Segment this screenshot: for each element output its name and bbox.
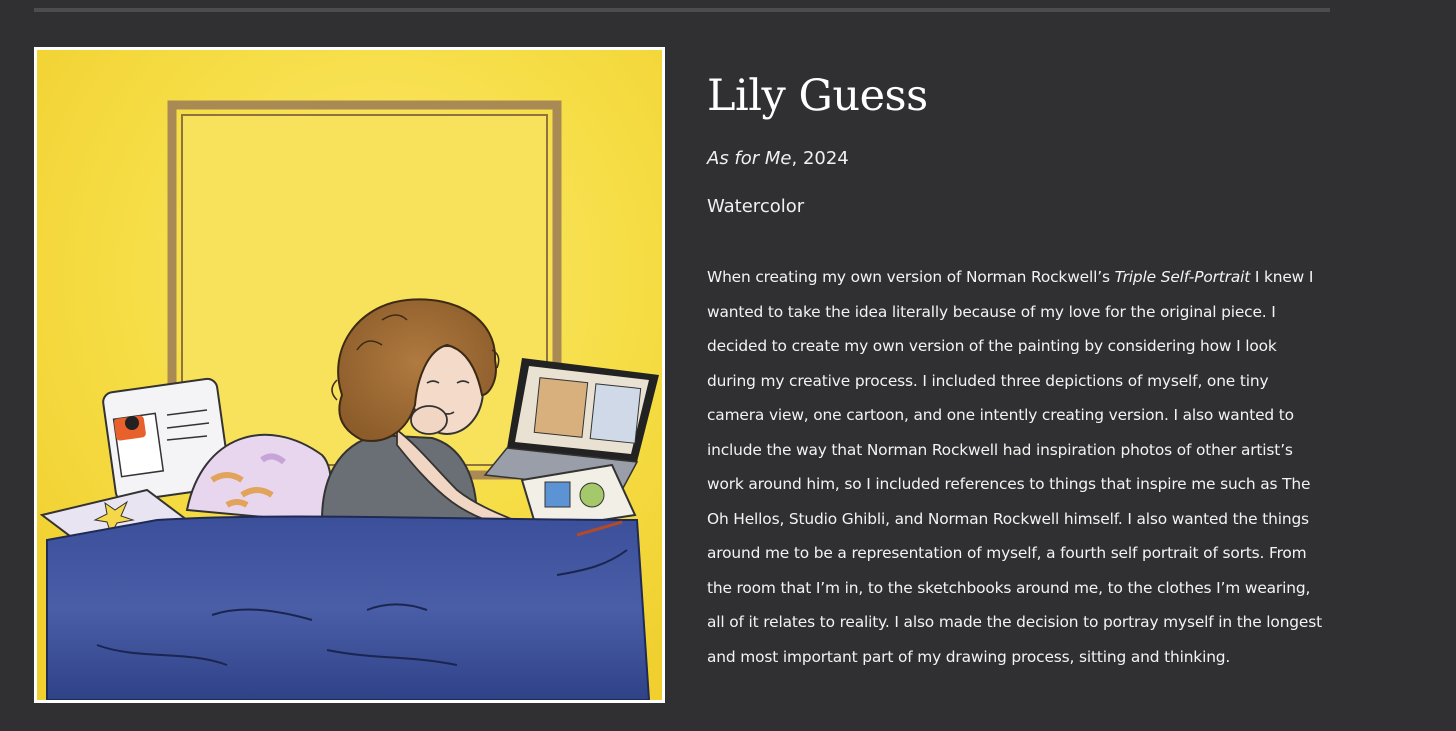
description-intro: When creating my own version of Norman Rockwell’s: [707, 268, 1115, 286]
artwork-title-line: [707, 146, 1327, 172]
artwork-medium: Watercolor: [707, 196, 805, 217]
artwork-illustration: [37, 50, 662, 700]
top-divider: [34, 8, 1330, 12]
artist-name: Lily Guess: [707, 71, 928, 121]
bed: [47, 516, 649, 700]
artwork-year: , 2024: [791, 148, 849, 169]
artwork-description: [707, 260, 1327, 674]
description-referenced-title: Triple Self-Portrait: [1114, 268, 1251, 286]
artwork-info-panel: [707, 70, 1327, 689]
artwork-title: As for Me: [707, 148, 792, 169]
artwork-image[interactable]: [34, 47, 665, 703]
description-body: I knew I wanted to take the idea literally because of my love for the original piece. I decided to create my own version of the painting by considering how I look during my creative process. I included three depictions of myself, one tiny camera view, one cartoon, and one intently creating version. I also wanted to include the way that Norman Rockwell had inspiration photos of other artist’s work around him, so I included references to things that inspire me such as The Oh Hellos, Studio Ghibli, and Norman Rockwell himself. I also wanted the things around me to be a representation of myself, a fourth self portrait of sorts. From the room that I’m in, to the sketchbooks around me, to the clothes I’m wearing, all of it relates to reality. I also made the decision to portray myself in the longest and most important part of my drawing process, sitting and thinking.: [707, 268, 1322, 666]
